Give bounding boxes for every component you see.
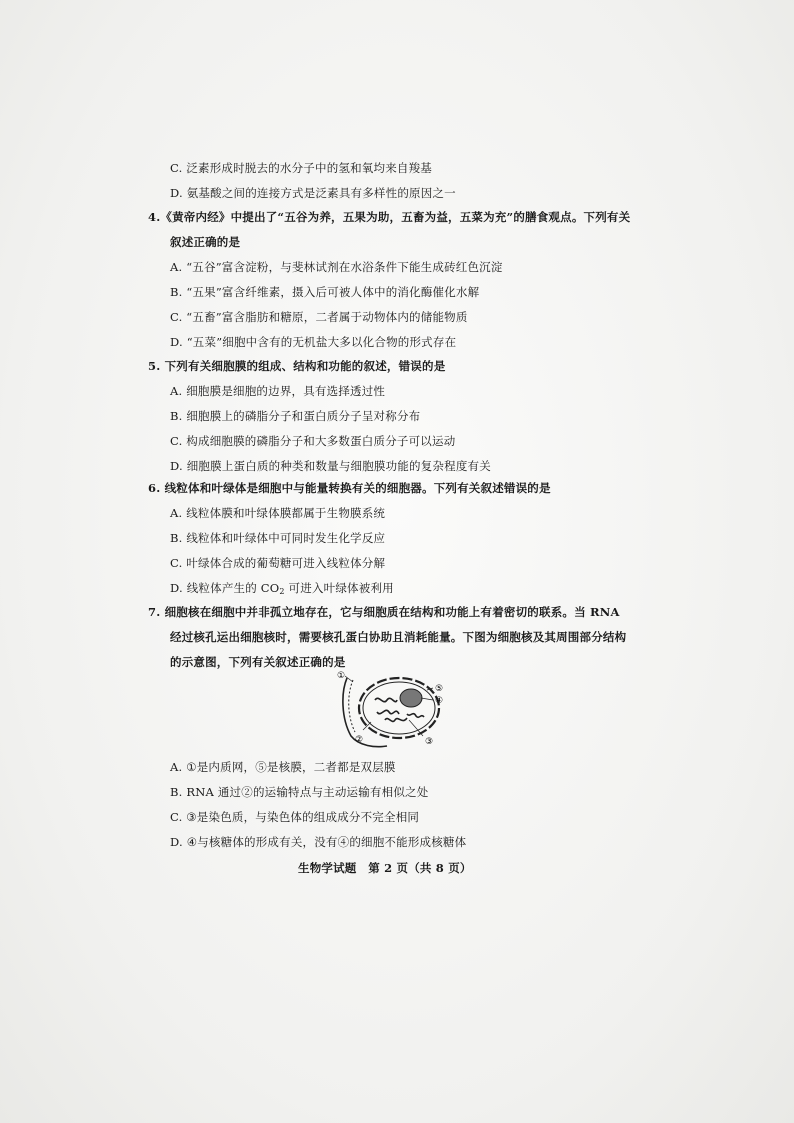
q3-option-c: C. 泛素形成时脱去的水分子中的氢和氧均来自羧基 bbox=[170, 161, 432, 175]
q5-option-c: C. 构成细胞膜的磷脂分子和大多数蛋白质分子可以运动 bbox=[170, 434, 456, 448]
q7-option-a: A. ①是内质网，⑤是核膜，二者都是双层膜 bbox=[170, 760, 396, 774]
q6-option-d-text: D. 线粒体产生的 CO bbox=[170, 581, 280, 595]
q6-option-b: B. 线粒体和叶绿体中可同时发生化学反应 bbox=[170, 531, 386, 545]
q4-option-c: C. “五畜”富含脂肪和糖原，二者属于动物体内的储能物质 bbox=[170, 310, 468, 324]
page-footer: 生物学试题 第 2 页（共 8 页） bbox=[298, 861, 472, 875]
nuclear-envelope-inner bbox=[363, 682, 435, 734]
q7-option-c: C. ③是染色质，与染色体的组成成分不完全相同 bbox=[170, 810, 420, 824]
q4-option-a: A. “五谷”富含淀粉，与斐林试剂在水浴条件下能生成砖红色沉淀 bbox=[170, 260, 503, 274]
q4-option-d: D. “五菜”细胞中含有的无机盐大多以化合物的形式存在 bbox=[170, 335, 457, 349]
q6-stem: 6. 线粒体和叶绿体是细胞中与能量转换有关的细胞器。下列有关叙述错误的是 bbox=[148, 481, 551, 495]
leader-line-4 bbox=[421, 698, 433, 700]
label-3: ③ bbox=[425, 737, 434, 747]
nucleolus bbox=[400, 689, 422, 707]
q5-option-d: D. 细胞膜上蛋白质的种类和数量与细胞膜功能的复杂程度有关 bbox=[170, 459, 491, 473]
leader-line-3 bbox=[409, 720, 423, 736]
er-ribosomes bbox=[349, 680, 355, 732]
nuclear-envelope-outer bbox=[359, 678, 439, 738]
q6-option-c: C. 叶绿体合成的葡萄糖可进入线粒体分解 bbox=[170, 556, 386, 570]
q7-option-d: D. ④与核糖体的形成有关，没有④的细胞不能形成核糖体 bbox=[170, 835, 467, 849]
q6-option-a: A. 线粒体膜和叶绿体膜都属于生物膜系统 bbox=[170, 506, 386, 520]
q7-stem-line1: 7. 细胞核在细胞中并非孤立地存在，它与细胞质在结构和功能上有着密切的联系。当 RNA bbox=[148, 605, 620, 619]
q5-option-b: B. 细胞膜上的磷脂分子和蛋白质分子呈对称分布 bbox=[170, 409, 421, 423]
q4-option-b: B. “五果”富含纤维素，摄入后可被人体中的消化酶催化水解 bbox=[170, 285, 480, 299]
label-4: ④ bbox=[435, 696, 444, 706]
q6-option-d bbox=[170, 580, 394, 600]
q7-stem-line2: 经过核孔运出细胞核时，需要核孔蛋白协助且消耗能量。下图为细胞核及其周围部分结构 bbox=[170, 630, 627, 644]
label-1: ① bbox=[337, 671, 346, 681]
q4-stem-line2: 叙述正确的是 bbox=[170, 235, 241, 249]
q5-stem: 5. 下列有关细胞膜的组成、结构和功能的叙述，错误的是 bbox=[148, 359, 446, 373]
q6-option-d-text-end: 可进入叶绿体被利用 bbox=[284, 581, 394, 595]
q4-stem-line1: 4.《黄帝内经》中提出了“五谷为养，五果为助，五畜为益，五菜为充”的膳食观点。下列有关 bbox=[148, 210, 631, 224]
label-5: ⑤ bbox=[435, 684, 444, 694]
q6-option-d-subscript: 2 bbox=[279, 587, 285, 596]
label-2: ② bbox=[355, 735, 364, 745]
q5-option-a: A. 细胞膜是细胞的边界，具有选择透过性 bbox=[170, 384, 386, 398]
q7-option-b: B. RNA 通过②的运输特点与主动运输有相似之处 bbox=[170, 785, 429, 799]
q7-stem-line3: 的示意图，下列有关叙述正确的是 bbox=[170, 655, 346, 669]
nucleus-diagram bbox=[335, 670, 455, 750]
q3-option-d: D. 氨基酸之间的连接方式是泛素具有多样性的原因之一 bbox=[170, 186, 456, 200]
